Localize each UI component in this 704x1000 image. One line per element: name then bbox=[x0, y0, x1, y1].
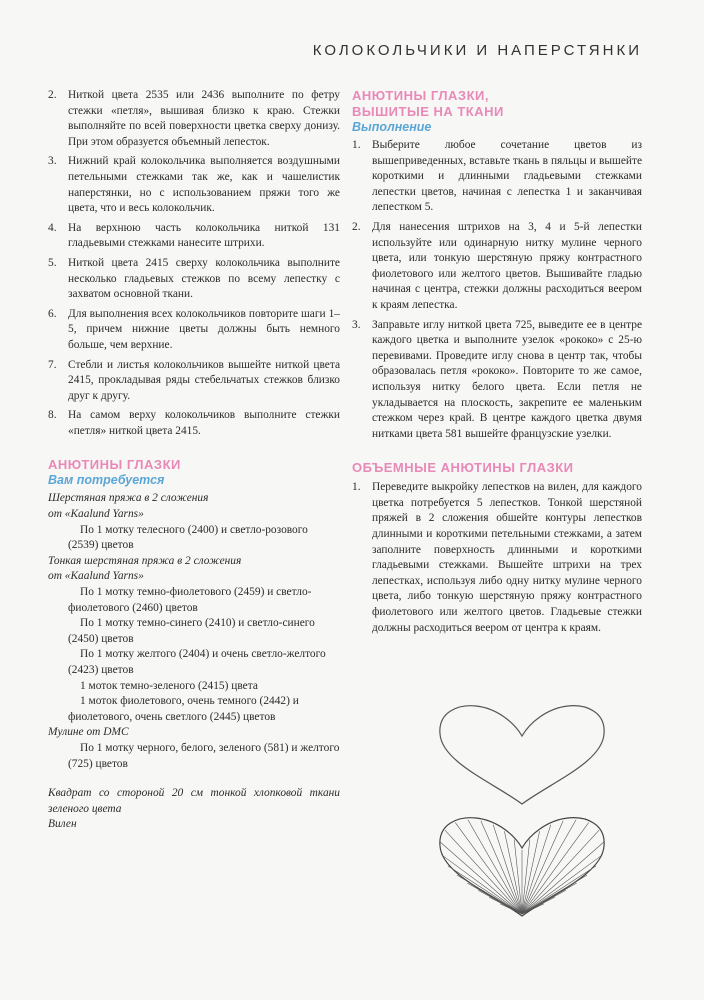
pansies-title: АНЮТИНЫ ГЛАЗКИ bbox=[48, 457, 181, 473]
fabric-steps-list bbox=[352, 138, 642, 442]
fabric-title-line2: ВЫШИТЫЕ НА ТКАНИ bbox=[352, 104, 504, 119]
material-item: 1 моток фиолетового, очень темного (2442) и фиолетового, очень светлого (2445) цветов bbox=[68, 695, 299, 723]
step-text: Стебли и листья колокольчиков вышейте ниткой цвета 2415, прокладывая ряды стебельчатых стежков близко друг к другу. bbox=[68, 358, 340, 402]
stitch-ray bbox=[440, 842, 522, 914]
step-text: На верхнюю часть колокольчика ниткой 131 гладьевыми стежками нанесите штрихи. bbox=[68, 221, 340, 250]
material-supplier: от «Kaalund Yarns» bbox=[48, 570, 144, 583]
stitch-rays bbox=[440, 820, 604, 914]
step-text: Нижний край колокольчика выполняется воздушными петельными стежками так же, как и чашелистик наперстянки, но с использованием пряжи того же цвета, что и весь колокольчик. bbox=[68, 155, 340, 215]
material-fabric: Квадрат со стороной 20 см тонкой хлопковой ткани зеленого цвета bbox=[48, 787, 340, 815]
step-number: 5. bbox=[48, 256, 57, 269]
stitch-ray bbox=[522, 866, 596, 914]
step-text: Переведите выкройку лепестков на вилен, для каждого цветка потребуется 5 лепестков. Тонкой шерстяной пряжей в 2 сложения обшейте контуры лепестков длинными и короткими петельными стежками, а затем заполните поверхность длинными и короткими гладьевыми стежками. Вышейте штрихи на трех лепестках, используя либо одну нитку мулине черного цвета, либо тонкую шерстяную пряжу контрастного фиолетового или желтого цветов. Гладьевые стежки должны расходиться веером от центра к краям. bbox=[372, 481, 642, 634]
step-number: 1. bbox=[352, 139, 361, 151]
step-number: 4. bbox=[48, 221, 57, 234]
list-item bbox=[48, 256, 340, 303]
material-group-label: Шерстяная пряжа в 2 сложения bbox=[48, 492, 209, 505]
material-item: По 1 мотку темно-фиолетового (2459) и светло-фиолетового (2460) цветов bbox=[68, 586, 312, 614]
material-item: По 1 мотку черного, белого, зеленого (581) и желтого (725) цветов bbox=[68, 741, 340, 770]
step-text: Для нанесения штрихов на 3, 4 и 5-й лепестки используйте или одинарную нитку мулине черного цвета, или тонкую шерстяную пряжу контрастного фиолетового или желтого цветов. Вышивайте гладью начиная с центра, стежки должны расходиться веером к краям лепестка. bbox=[372, 220, 642, 311]
step-number: 3. bbox=[352, 318, 361, 331]
list-item bbox=[352, 220, 642, 314]
list-item bbox=[48, 358, 340, 405]
step-number: 2. bbox=[48, 89, 57, 101]
stitch-ray bbox=[448, 866, 522, 914]
list-item bbox=[352, 318, 642, 443]
stitch-ray bbox=[441, 855, 522, 914]
right-column bbox=[352, 88, 642, 640]
material-item: 1 моток темно-зеленого (2415) цвета bbox=[80, 679, 258, 692]
material-group-label: Тонкая шерстяная пряжа в 2 сложения bbox=[48, 554, 242, 567]
step-text: Заправьте иглу ниткой цвета 725, выведите ее в центре каждого цветка и выполните узелок «рококо» с 25-ю перевивами. Проведите иглу снова в центр так, чтобы образовалась петля «рококо». Повторите то же самое, используя нитку белого цвета. Если петля не укладывается на плоскость, закрепите ее маленьким стежком через край. В центре каждого цветка двумя нитками цвета 581 вышейте французские узелки. bbox=[372, 318, 642, 440]
stitch-ray bbox=[481, 821, 522, 914]
material-item: По 1 мотку желтого (2404) и очень светло-желтого (2423) цветов bbox=[68, 648, 326, 676]
step-text: На самом верху колокольчиков выполните стежки «петля» ниткой цвета 2415. bbox=[68, 409, 340, 437]
stitch-ray bbox=[457, 875, 522, 914]
material-item: По 1 мотку телесного (2400) и светло-розового (2539) цветов bbox=[68, 523, 308, 552]
list-item bbox=[48, 307, 340, 354]
running-header: КОЛОКОЛЬЧИКИ И НАПЕРСТЯНКИ bbox=[312, 42, 642, 59]
step-text: Ниткой цвета 2535 или 2436 выполните по фетру стежки «петля», вышивая близко к краю. Стежки выполняйте по всей поверхности цветка сверху донизу. При этом образуется объемный лепесток. bbox=[68, 89, 340, 148]
execution-subtitle: Выполнение bbox=[352, 120, 432, 134]
step-number: 2. bbox=[352, 220, 361, 233]
stitch-ray bbox=[522, 842, 604, 914]
list-item bbox=[48, 221, 340, 252]
step-number: 6. bbox=[48, 307, 57, 320]
fabric-title-line1: АНЮТИНЫ ГЛАЗКИ, bbox=[352, 88, 489, 103]
volume-steps-list bbox=[352, 480, 642, 636]
heart-outline-shape bbox=[440, 706, 604, 804]
step-text: Ниткой цвета 2415 сверху колокольчика выполните несколько гладьевых стежков по всему лепестку с захватом основной ткани. bbox=[68, 256, 340, 301]
stitch-ray bbox=[522, 821, 563, 914]
material-supplier: от «Kaalund Yarns» bbox=[48, 508, 144, 521]
step-text: Выберите любое сочетание цветов из вышеприведенных, вставьте ткань в пяльцы и вышейте короткими и длинными гладьевыми стежками лепестки цветов, начиная с лепестка 1 и заканчивая лепестком 5. bbox=[372, 139, 642, 214]
heart-petal-outline-figure bbox=[432, 700, 612, 810]
material-group-label: Мулине от DMC bbox=[48, 726, 129, 739]
list-item bbox=[48, 408, 340, 439]
step-number: 7. bbox=[48, 358, 57, 371]
stitch-ray bbox=[522, 855, 603, 914]
step-number: 8. bbox=[48, 409, 57, 422]
materials-subtitle: Вам потребуется bbox=[48, 473, 165, 488]
volume-pansies-title: ОБЪЕМНЫЕ АНЮТИНЫ ГЛАЗКИ bbox=[352, 460, 574, 476]
step-number: 3. bbox=[48, 155, 57, 168]
list-item bbox=[48, 154, 340, 216]
step-number: 1. bbox=[352, 481, 361, 494]
material-item: По 1 мотку темно-синего (2410) и светло-синего (2450) цветов bbox=[68, 617, 315, 645]
list-item bbox=[352, 138, 642, 216]
step-text: Для выполнения всех колокольчиков повторите шаги 1–5, причем нижние цветы должны быть немного больше, чем верхние. bbox=[68, 307, 340, 351]
left-column bbox=[48, 88, 340, 833]
bell-steps-list bbox=[48, 88, 340, 439]
list-item bbox=[48, 88, 340, 150]
list-item bbox=[352, 480, 642, 636]
material-interfacing: Вилен bbox=[48, 818, 77, 831]
materials-list bbox=[48, 491, 340, 832]
heart-petal-stitched-figure bbox=[432, 812, 612, 922]
